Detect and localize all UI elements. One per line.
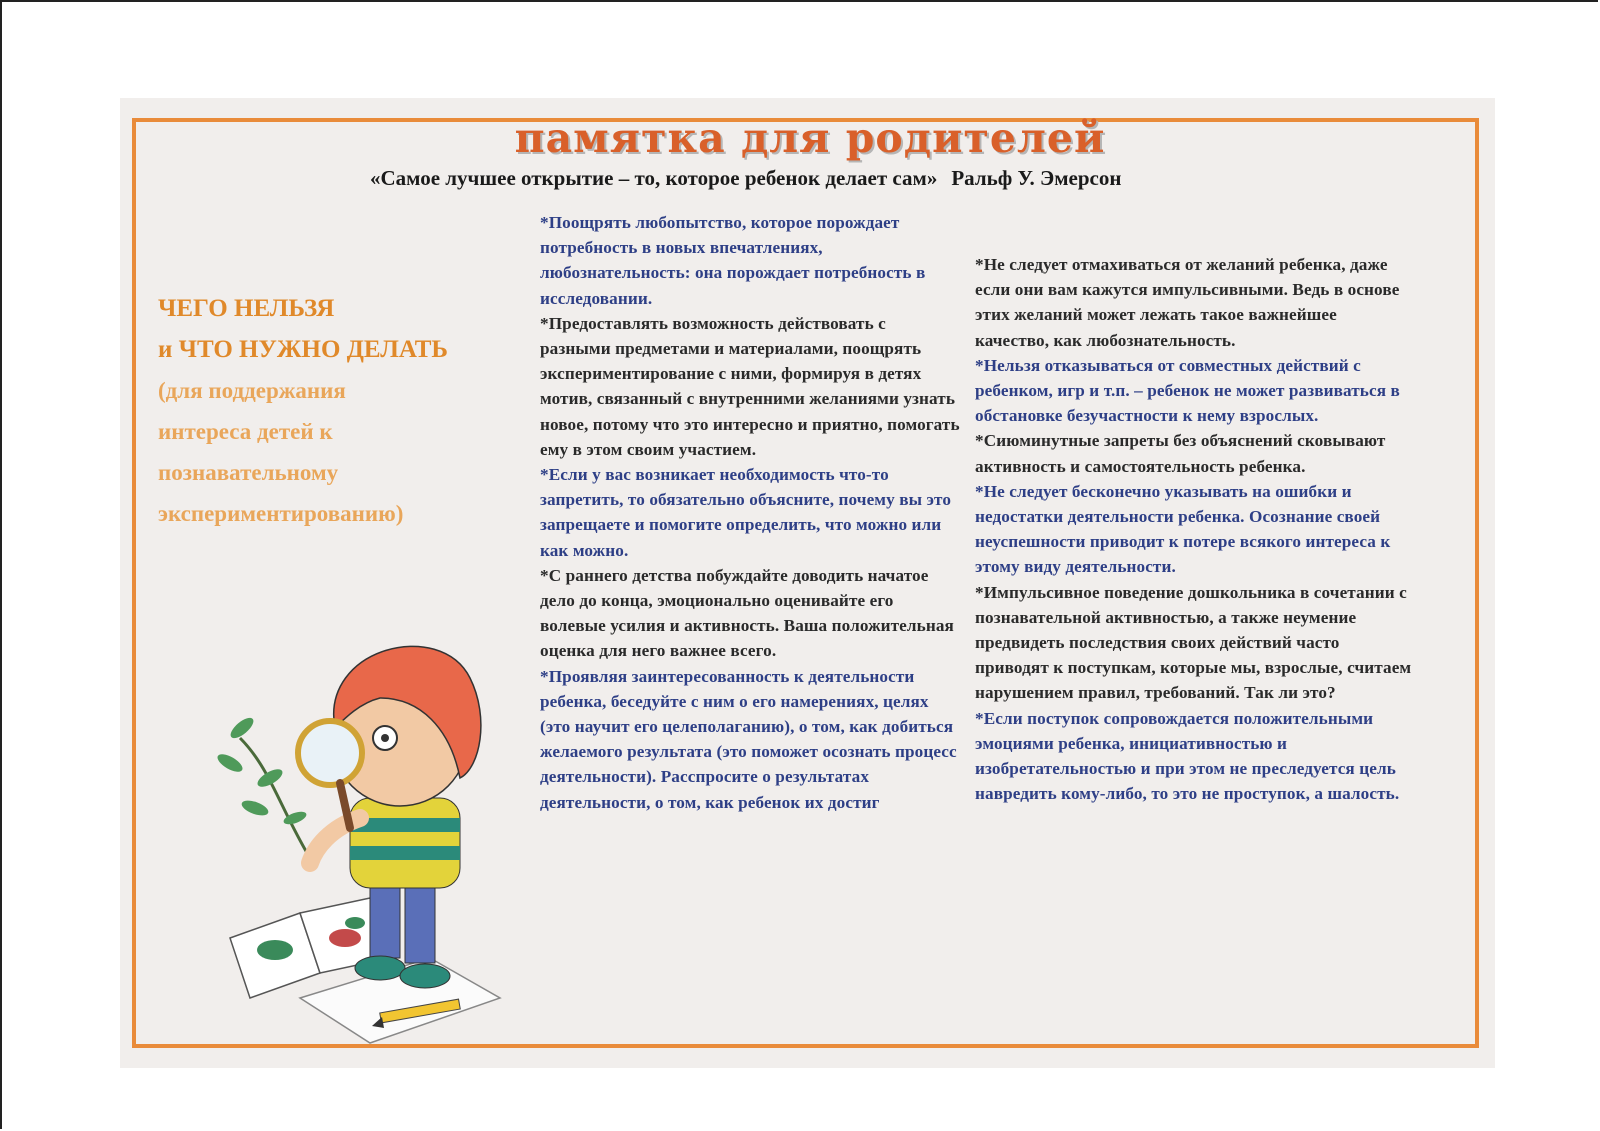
heading-line-2: и ЧТО НУЖНО ДЕЛАТЬ	[158, 336, 448, 363]
epigraph	[370, 166, 1370, 191]
advice-paragraph: *Проявляя заинтересованность к деятельности ребенка, беседуйте с ним о его намерениях, целях (это научит его целеполаганию), о том, как добиться желаемого результата (это поможет осознать процесс деятельности). Расспросите о результатах деятельности, о том, как ребенок их достиг	[540, 666, 957, 812]
advice-paragraph: *Предоставлять возможность действовать с разными предметами и материалами, поощрять экспериментирование с ними, формируя в детях мотив, связанный с внутренними желаниями узнать новое, потому что это интересно и приятно, помогать ему в этом своим участием.	[540, 313, 960, 459]
heading-sub-line: экспериментированию)	[158, 501, 404, 526]
advice-paragraph: *Не следует отмахиваться от желаний ребенка, даже если они вам кажутся импульсивными. Ведь в основе этих желаний может лежать такое важнейшее качество, как любознательность.	[975, 255, 1400, 350]
advice-paragraph: *Нельзя отказываться от совместных действий с ребенком, игр и т.п. – ребенок не может развиваться в обстановке безучастности к нему взрослых.	[975, 355, 1400, 426]
advice-paragraph: *Не следует бесконечно указывать на ошибки и недостатки деятельности ребенка. Осознание своей неуспешности приводит к потере всякого интереса к этому виду деятельности.	[975, 481, 1391, 577]
advice-paragraph: *Поощрять любопытство, которое порождает потребность в новых впечатлениях, любознательность: она порождает потребность в исследовании.	[540, 213, 926, 308]
epigraph-text: «Самое лучшее открытие – то, которое ребенок делает сам»	[370, 166, 938, 190]
branch-icon	[215, 714, 310, 858]
advice-paragraph: *С раннего детства побуждайте доводить начатое дело до конца, эмоционально оценивайте его волевые усилия и активность. Ваша положительная оценка для него важнее всего.	[540, 565, 954, 661]
advice-paragraph: *Сиюминутные запреты без объяснений сковывают активность и самостоятельность ребенка.	[975, 431, 1386, 476]
advice-paragraph: *Если у вас возникает необходимость что-то запретить, то обязательно объясните, почему вы это запрещаете и помогите определить, что можно или как можно.	[540, 465, 952, 560]
heading-sub-line: познавательному	[158, 460, 339, 485]
column-right	[975, 252, 1415, 806]
advice-paragraph: *Импульсивное поведение дошкольника в сочетании с познавательной активностью, а также неумение предвидеть последствия своих действий часто приводят к поступкам, которые мы, взрослые, считаем нарушением правил, требований. Так ли это?	[975, 582, 1412, 703]
epigraph-author: Ральф У. Эмерсон	[951, 166, 1122, 190]
heading-sub-line: (для поддержания	[158, 378, 346, 403]
heading-line-1: ЧЕГО НЕЛЬЗЯ	[158, 295, 335, 322]
section-heading	[158, 288, 528, 534]
advice-paragraph: *Если поступок сопровождается положительными эмоциями ребенка, инициативностью и изобретательностью и при этом не преследуется цель навредить кому-либо, то это не проступок, а шалость.	[975, 708, 1400, 804]
heading-sub-line: интереса детей к	[158, 419, 333, 444]
page-title: памятка для родителей	[514, 114, 1106, 162]
column-middle	[540, 210, 960, 815]
memo-sheet	[120, 98, 1495, 1068]
child-with-magnifier-illustration	[200, 578, 550, 1048]
